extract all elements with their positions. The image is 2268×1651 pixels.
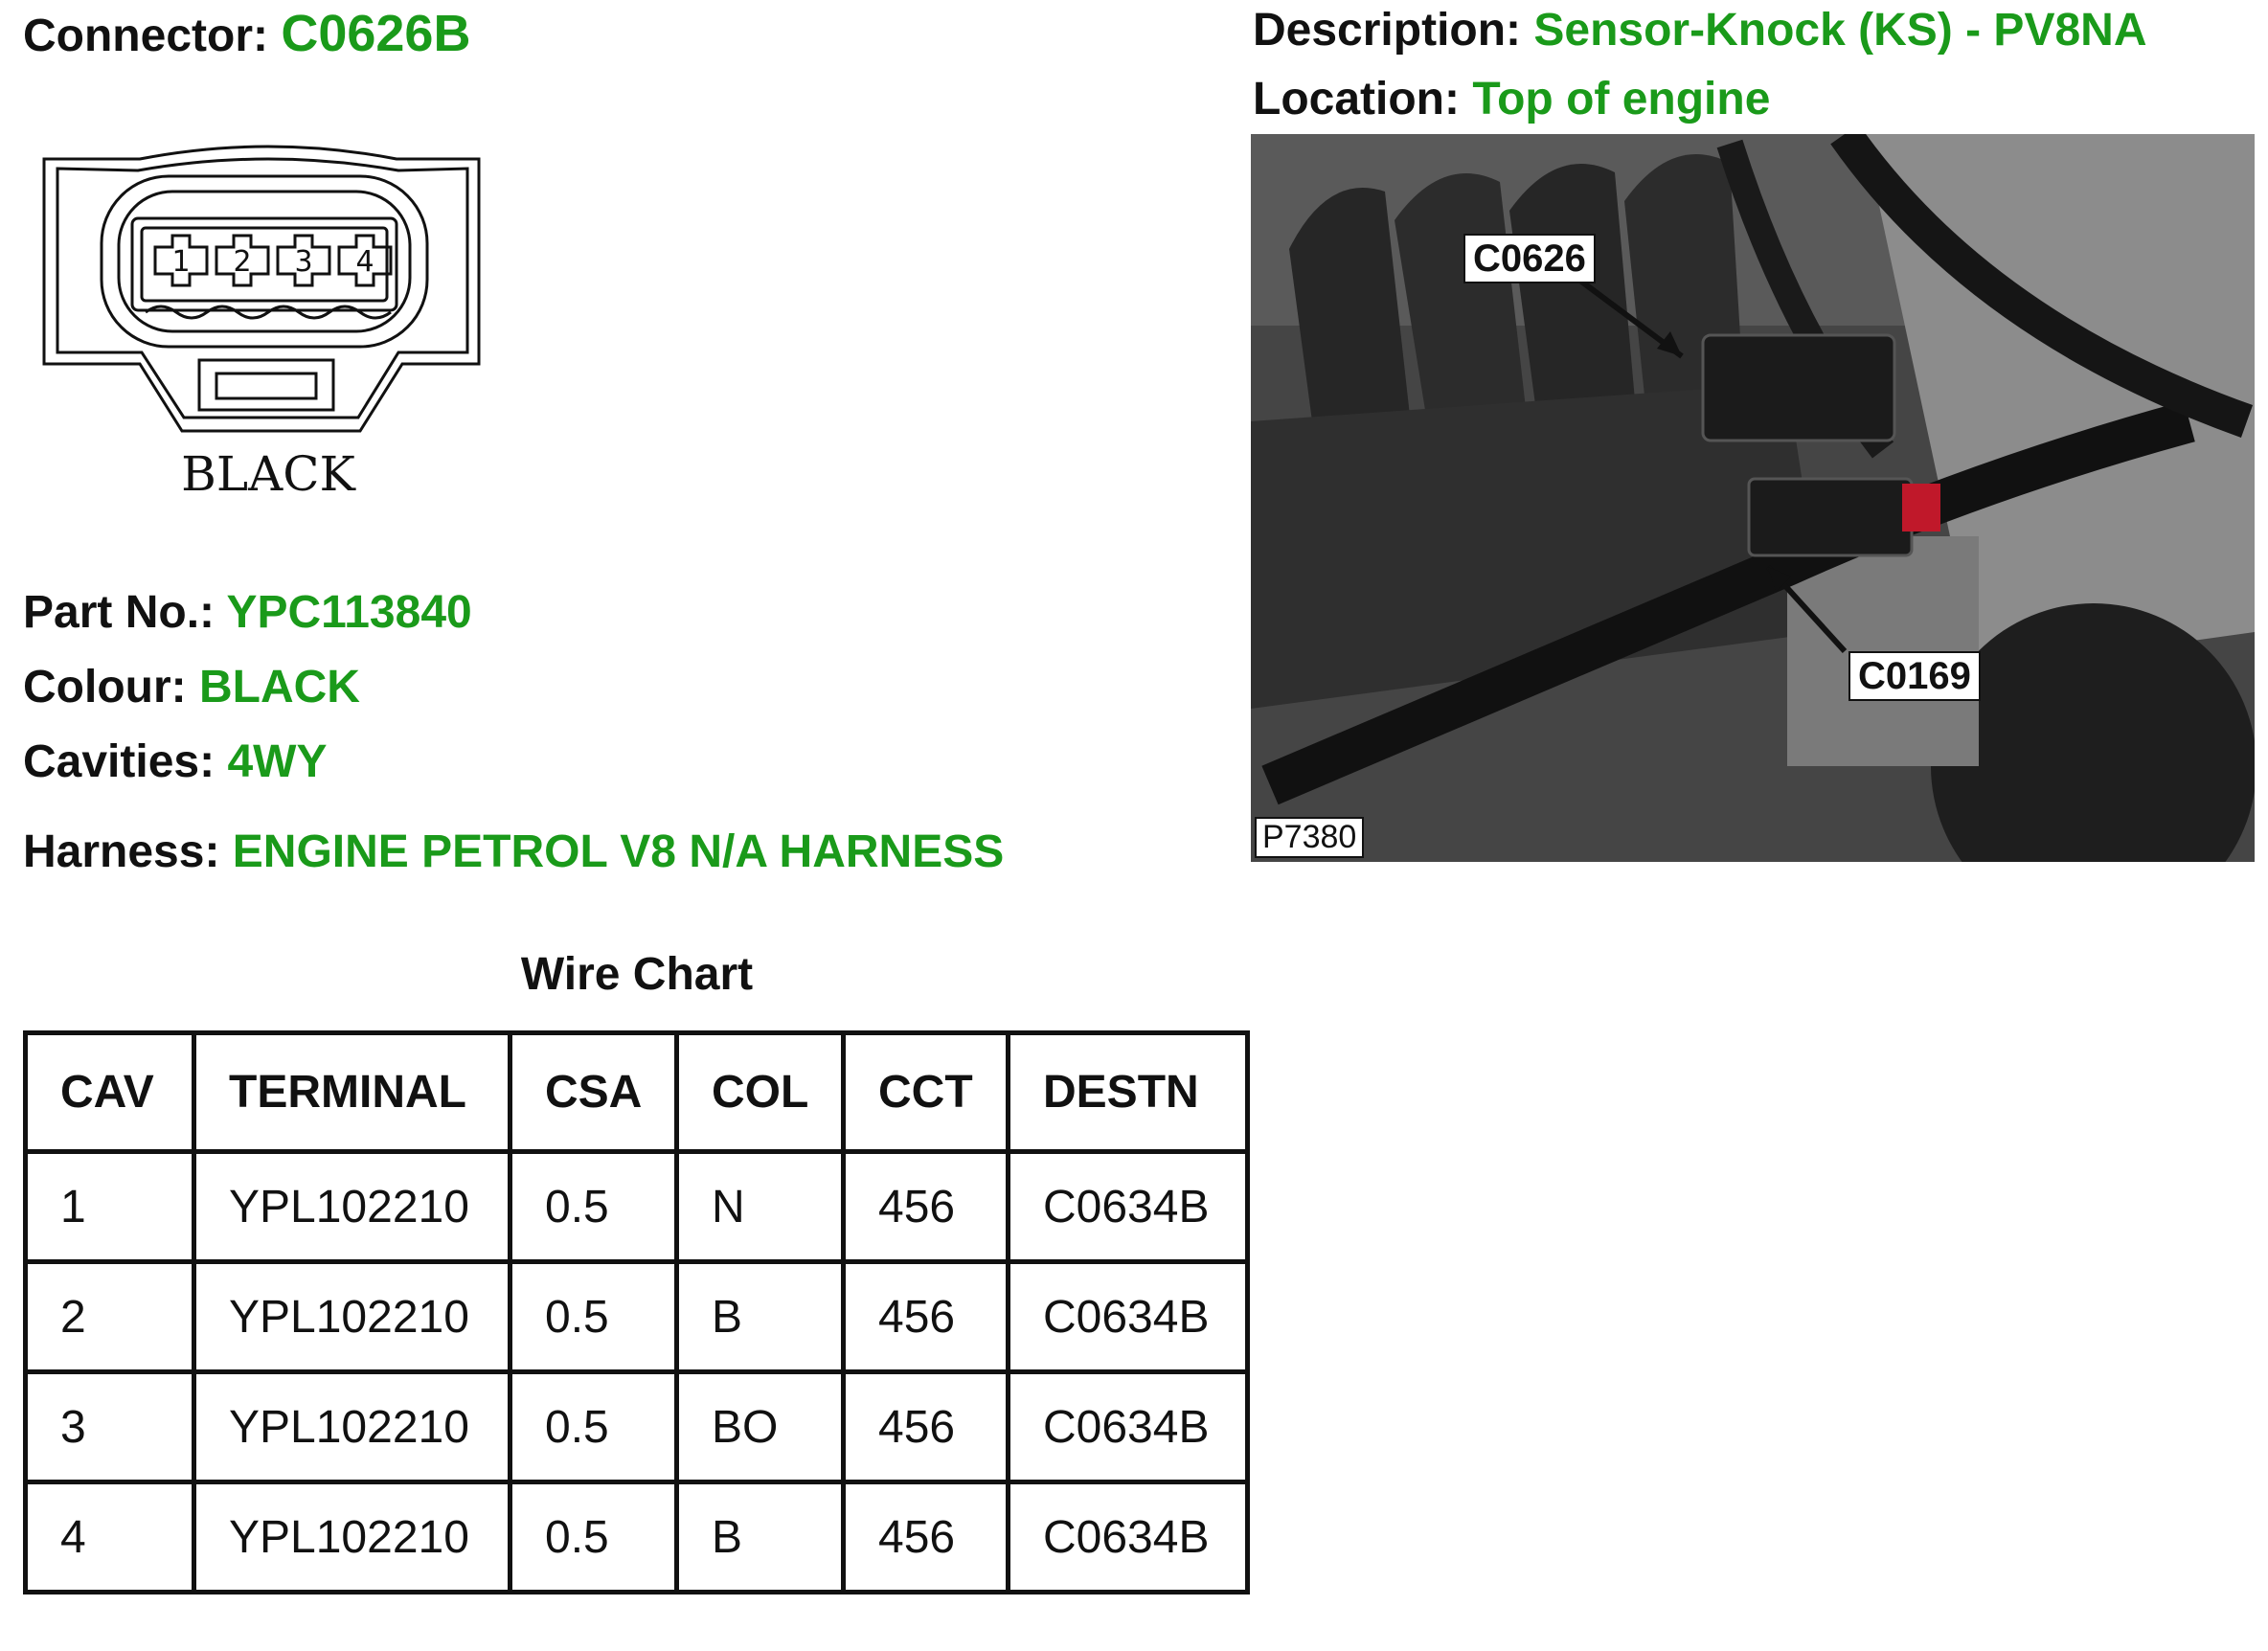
- engine-photo-illustration: [1251, 134, 2255, 862]
- cell-terminal: YPL102210: [194, 1262, 510, 1372]
- cell-destn: C0634B: [1009, 1482, 1248, 1593]
- table-header-row: [26, 1033, 1248, 1152]
- colour-value: BLACK: [198, 662, 360, 712]
- cell-destn: C0634B: [1009, 1262, 1248, 1372]
- table-row: [26, 1482, 1248, 1593]
- cell-terminal: YPL102210: [194, 1152, 510, 1262]
- connector-body: [102, 176, 427, 347]
- description-field: [1253, 5, 2147, 56]
- location-label: Location:: [1253, 74, 1460, 124]
- description-label: Description:: [1253, 5, 1522, 56]
- connector-face-diagram: [38, 134, 498, 517]
- column-header-cct: CCT: [844, 1033, 1009, 1152]
- connector-label: Connector:: [23, 11, 268, 61]
- connector-value: C0626B: [281, 5, 471, 62]
- cell-col: N: [677, 1152, 844, 1262]
- cell-col: B: [677, 1262, 844, 1372]
- pin-number-4: 4: [355, 245, 374, 279]
- column-header-cav: CAV: [26, 1033, 194, 1152]
- photo-reference-label: P7380: [1255, 817, 1364, 858]
- location-field: [1253, 74, 1771, 124]
- cell-col: B: [677, 1482, 844, 1593]
- harness-label: Harness:: [23, 826, 220, 877]
- latch-outline: [199, 360, 333, 410]
- colour-label: Colour:: [23, 662, 187, 712]
- table-row: [26, 1262, 1248, 1372]
- callout-c0169: C0169: [1848, 651, 1981, 701]
- cell-cav: 4: [26, 1482, 194, 1593]
- cavities-label: Cavities:: [23, 736, 215, 787]
- cell-cav: 2: [26, 1262, 194, 1372]
- colour-field: [23, 662, 360, 712]
- callout-c0626: C0626: [1463, 234, 1596, 283]
- pin-number-3: 3: [294, 245, 313, 279]
- cell-col: BO: [677, 1372, 844, 1482]
- wire-chart-table: [23, 1030, 1250, 1594]
- table-row: [26, 1152, 1248, 1262]
- column-header-destn: DESTN: [1009, 1033, 1248, 1152]
- cell-cct: 456: [844, 1152, 1009, 1262]
- wire-chart-title: Wire Chart: [520, 949, 754, 1000]
- cell-csa: 0.5: [510, 1372, 677, 1482]
- connector-housing-outline: [44, 147, 479, 431]
- column-header-col: COL: [677, 1033, 844, 1152]
- cell-csa: 0.5: [510, 1482, 677, 1593]
- cell-terminal: YPL102210: [194, 1372, 510, 1482]
- column-header-csa: CSA: [510, 1033, 677, 1152]
- latch-window: [216, 373, 316, 398]
- seal-line: [146, 306, 391, 318]
- harness-value: ENGINE PETROL V8 N/A HARNESS: [232, 826, 1005, 877]
- location-value: Top of engine: [1472, 74, 1771, 124]
- cell-destn: C0634B: [1009, 1372, 1248, 1482]
- cell-cav: 3: [26, 1372, 194, 1482]
- diagram-colour-label: BLACK: [181, 446, 355, 502]
- cell-csa: 0.5: [510, 1152, 677, 1262]
- part-number-field: [23, 587, 472, 638]
- part-number-label: Part No.:: [23, 587, 215, 638]
- connector-field: [23, 5, 471, 62]
- cavities-value: 4WY: [227, 736, 328, 787]
- cell-cct: 456: [844, 1262, 1009, 1372]
- harness-field: [23, 826, 1005, 877]
- cell-terminal: YPL102210: [194, 1482, 510, 1593]
- cell-csa: 0.5: [510, 1262, 677, 1372]
- cavities-field: [23, 736, 328, 787]
- table-row: [26, 1372, 1248, 1482]
- cell-cct: 456: [844, 1372, 1009, 1482]
- part-number-value: YPC113840: [226, 587, 472, 638]
- description-value: Sensor-Knock (KS) - PV8NA: [1533, 5, 2147, 56]
- cell-destn: C0634B: [1009, 1152, 1248, 1262]
- cell-cav: 1: [26, 1152, 194, 1262]
- engine-location-photo: [1251, 134, 2255, 862]
- pin-number-1: 1: [171, 245, 191, 279]
- cell-cct: 456: [844, 1482, 1009, 1593]
- column-header-terminal: TERMINAL: [194, 1033, 510, 1152]
- pin-number-2: 2: [233, 245, 252, 279]
